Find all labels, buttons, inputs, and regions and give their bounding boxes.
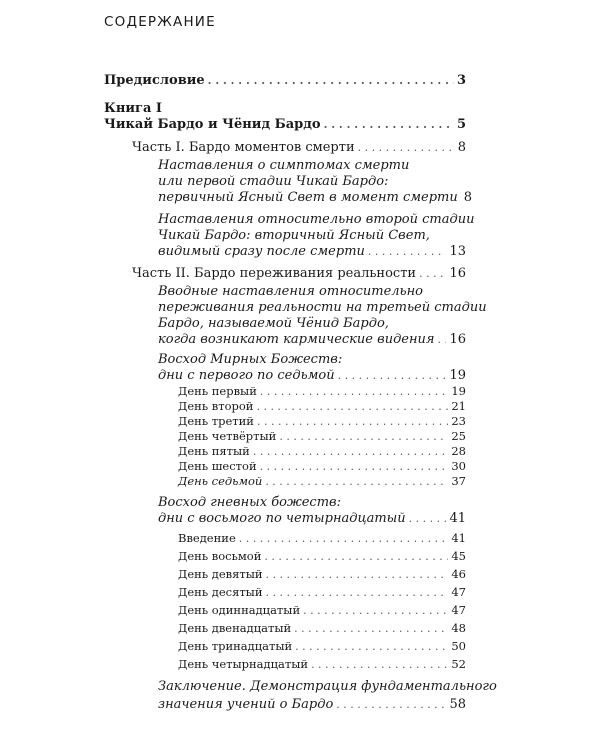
toc-page-number: 3: [456, 73, 466, 88]
toc-entry-label: дни с первого по седьмой: [158, 368, 335, 383]
toc-entry-label: Введение: [178, 531, 236, 545]
leader-dots: [303, 603, 448, 618]
leader-dots: [256, 399, 448, 414]
toc-entry-label: Предисловие: [104, 73, 205, 88]
toc-entry-line: Наставления о симптомах смерти: [158, 158, 410, 173]
leader-dots: [311, 657, 448, 672]
toc-entry-peaceful[interactable]: [158, 368, 466, 383]
toc-entry-line: Бардо, называемой Чёнид Бардо,: [158, 316, 389, 331]
leader-dots: [265, 474, 448, 489]
leader-dots: [266, 567, 449, 582]
toc-page-number: 21: [451, 399, 466, 413]
toc-entry-label: День десятый: [178, 585, 263, 599]
toc-entry-label: дни с восьмого по четырнадцатый: [158, 511, 406, 526]
leader-dots: [260, 384, 448, 399]
leader-dots: [295, 639, 448, 654]
toc-page-number: 41: [449, 511, 466, 526]
toc-entry-day[interactable]: [178, 531, 466, 546]
toc-entry-day[interactable]: [178, 399, 466, 414]
toc-entry-label: День пятый: [178, 444, 250, 458]
leader-dots: [266, 585, 449, 600]
toc-entry-line: Заключение. Демонстрация фундаментального: [158, 679, 497, 694]
toc-entry-label: День седьмой: [178, 474, 263, 488]
toc-entry-line: Восход Мирных Божеств:: [158, 352, 343, 367]
toc-entry-day[interactable]: [178, 567, 466, 582]
leader-dots: [368, 244, 447, 259]
toc-entry-label: Часть II. Бардо переживания реальности: [132, 266, 417, 281]
toc-page-number: 45: [451, 549, 466, 563]
leader-dots: [257, 414, 448, 429]
toc-entry-day[interactable]: [178, 639, 466, 654]
book-heading: Книга I: [104, 101, 162, 116]
leader-dots: [264, 549, 448, 564]
toc-entry-label: Чикай Бардо и Чёнид Бардо: [104, 117, 321, 132]
toc-page-number: 25: [451, 429, 466, 443]
toc-entry-day[interactable]: [178, 585, 466, 600]
toc-entry-preface[interactable]: [104, 73, 466, 88]
toc-entry-label: День девятый: [178, 567, 263, 581]
toc-entry-label: День третий: [178, 414, 254, 428]
toc-entry-line: Восход гневных божеств:: [158, 495, 341, 510]
toc-entry-part1[interactable]: [132, 140, 466, 155]
leader-dots: [260, 459, 449, 474]
toc-page-number: 8: [463, 190, 473, 205]
toc-page-number: 47: [451, 585, 466, 599]
leader-dots: [419, 266, 446, 281]
leader-dots: [336, 697, 446, 712]
leader-dots: [358, 140, 455, 155]
toc-page-number: 41: [451, 531, 466, 545]
toc-entry-instr2[interactable]: [158, 244, 466, 259]
leader-dots: [409, 511, 447, 526]
leader-dots: [438, 332, 447, 347]
leader-dots: [324, 117, 454, 132]
toc-entry-day[interactable]: [178, 549, 466, 564]
toc-page-number: 58: [449, 697, 466, 712]
toc-entry-day[interactable]: [178, 384, 466, 399]
toc-entry-label: День второй: [178, 399, 254, 413]
toc-entry-day[interactable]: [178, 621, 466, 636]
toc-entry-label: когда возникают кармические видения: [158, 332, 435, 347]
toc-entry-label: День первый: [178, 384, 257, 398]
toc-entry-line: Наставления относительно второй стадии: [158, 212, 475, 227]
toc-entry-label: День тринадцатый: [178, 639, 293, 653]
toc-entry-part2[interactable]: [132, 266, 466, 281]
toc-entry-label: видимый сразу после смерти: [158, 244, 365, 259]
toc-page-number: 16: [449, 332, 466, 347]
leader-dots: [253, 444, 449, 459]
toc-entry-day[interactable]: [178, 414, 466, 429]
toc-page-number: 19: [449, 368, 466, 383]
toc-entry-label: День четвёртый: [178, 429, 277, 443]
toc-entry-label: Часть I. Бардо моментов смерти: [132, 140, 355, 155]
toc-page-number: 5: [456, 117, 466, 132]
toc-entry-book1[interactable]: [104, 117, 466, 132]
toc-entry-day[interactable]: [178, 657, 466, 672]
toc-page-number: 37: [451, 474, 466, 488]
toc-entry-label: День двенадцатый: [178, 621, 292, 635]
toc-entry-conclusion[interactable]: [158, 697, 466, 712]
toc-entry-label: значения учений о Бардо: [158, 697, 334, 712]
toc-page-number: 50: [451, 639, 466, 653]
leader-dots: [239, 531, 449, 546]
toc-entry-line: Вводные наставления относительно: [158, 284, 424, 299]
toc-page-number: 13: [449, 244, 466, 259]
toc-page-number: 52: [451, 657, 466, 671]
toc-entry-instr1[interactable]: [158, 190, 473, 205]
leader-dots: [279, 429, 448, 444]
toc-entry-line: или первой стадии Чикай Бардо:: [158, 174, 389, 189]
toc-page-number: 28: [451, 444, 466, 458]
toc-page-number: 47: [451, 603, 466, 617]
toc-entry-label: День шестой: [178, 459, 257, 473]
toc-entry-day[interactable]: [178, 603, 466, 618]
toc-entry-label: День одиннадцатый: [178, 603, 301, 617]
toc-entry-day[interactable]: [178, 474, 466, 489]
toc-page-number: 46: [451, 567, 466, 581]
toc-page-number: 23: [451, 414, 466, 428]
toc-entry-label: День четырнадцатый: [178, 657, 309, 671]
toc-entry-day[interactable]: [178, 429, 466, 444]
toc-page-number: 48: [451, 621, 466, 635]
toc-page-number: 8: [457, 140, 466, 155]
leader-dots: [294, 621, 448, 636]
toc-page-number: 19: [451, 384, 466, 398]
toc-page-number: 30: [451, 459, 466, 473]
leader-dots: [338, 368, 447, 383]
toc-entry-label: День восьмой: [178, 549, 262, 563]
toc-entry-label: первичный Ясный Свет в момент смерти: [158, 190, 458, 205]
toc-entry-intro[interactable]: [158, 332, 466, 347]
toc-page-number: 16: [449, 266, 466, 281]
toc-entry-day[interactable]: [178, 444, 466, 459]
toc-entry-day[interactable]: [178, 459, 466, 474]
toc-entry-wrathful[interactable]: [158, 511, 466, 526]
toc-entry-line: Чикай Бардо: вторичный Ясный Свет,: [158, 228, 430, 243]
toc-entry-line: переживания реальности на третьей стадии: [158, 300, 487, 315]
leader-dots: [208, 73, 454, 88]
page-title: СОДЕРЖАНИЕ: [104, 14, 216, 30]
